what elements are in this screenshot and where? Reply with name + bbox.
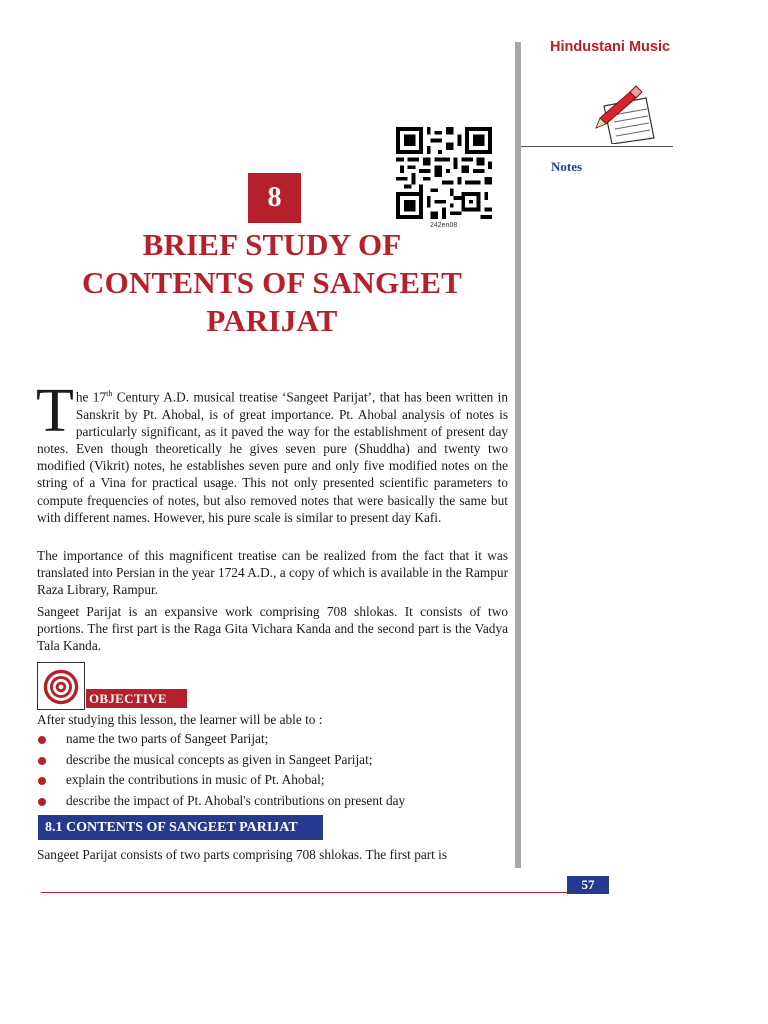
chapter-title-line: BRIEF STUDY OF <box>142 227 402 262</box>
intro-superscript: th <box>106 389 113 398</box>
chapter-title <box>44 226 500 340</box>
chapter-title-line: PARIJAT <box>206 303 338 338</box>
notes-label: Notes <box>551 159 583 174</box>
intro-lead: he 17 <box>75 389 107 405</box>
footer-rule <box>41 892 567 893</box>
notes-divider <box>521 146 673 147</box>
target-icon <box>37 662 85 710</box>
bullet-icon <box>38 798 46 806</box>
objective-label: OBJECTIVE <box>86 689 187 708</box>
intro-rest: Century A.D. musical treatise ‘Sangeet Parijat’, that has been written in Sanskrit by Pt. Ahobal, is of great importance. Pt. Ahobal analysis of notes is particularly significant, as it paved the way for the establishment of present day notes. Even though theoretically he gives seven pure (Shuddha) and twenty two modified (Vikrit) notes, he establishes seven pure and only five modified notes on the string of a Vina for practical usage. This not only presented scientific parameters to compute frequencies of notes, but also removed notes that were basically the same but with different names. However, his pure scale is similar to present day Kafi. <box>37 389 508 525</box>
body-paragraph: Sangeet Parijat is an expansive work comprising 708 shlokas. It consists of two portions. The first part is the Raga Gita Vichara Kanda and the second part is the Vadya Tala Kanda. <box>37 604 508 654</box>
list-item <box>37 752 405 773</box>
bullet-icon <box>38 777 46 785</box>
list-item-text: name the two parts of Sangeet Parijat; <box>66 731 269 746</box>
list-item-text: explain the contributions in music of Pt. Ahobal; <box>66 772 325 788</box>
section-heading: 8.1 CONTENTS OF SANGEET PARIJAT <box>38 815 323 840</box>
qr-code-label: 242en08 <box>430 222 458 229</box>
list-item <box>37 772 405 793</box>
list-item <box>37 793 405 814</box>
notes-pencil-icon <box>594 84 660 144</box>
section-paragraph: Sangeet Parijat consists of two parts comprising 708 shlokas. The first part is <box>37 847 448 862</box>
objective-intro: After studying this lesson, the learner will be able to : <box>37 712 323 727</box>
list-item-text: describe the musical concepts as given in Sangeet Parijat; <box>66 751 373 767</box>
body-paragraph: The importance of this magnificent treatise can be realized from the fact that it was translated into Persian in the year 1724 A.D., a copy of which is available in the Rampur Raza Library, Rampur. <box>37 548 508 598</box>
subject-header: Hindustani Music <box>550 39 671 55</box>
list-item-text: describe the impact of Pt. Ahobal's contributions on present day <box>66 792 406 808</box>
intro-paragraph <box>36 377 508 526</box>
qr-code-icon <box>396 127 492 219</box>
list-item <box>37 731 405 752</box>
objective-list <box>37 731 405 813</box>
page-number: 57 <box>567 876 609 894</box>
margin-divider <box>515 42 521 868</box>
bullet-icon <box>38 736 46 744</box>
bullet-icon <box>38 757 46 765</box>
drop-cap: T <box>36 377 74 445</box>
chapter-title-line: CONTENTS OF SANGEET <box>82 265 462 300</box>
chapter-number: 8 <box>248 173 301 223</box>
